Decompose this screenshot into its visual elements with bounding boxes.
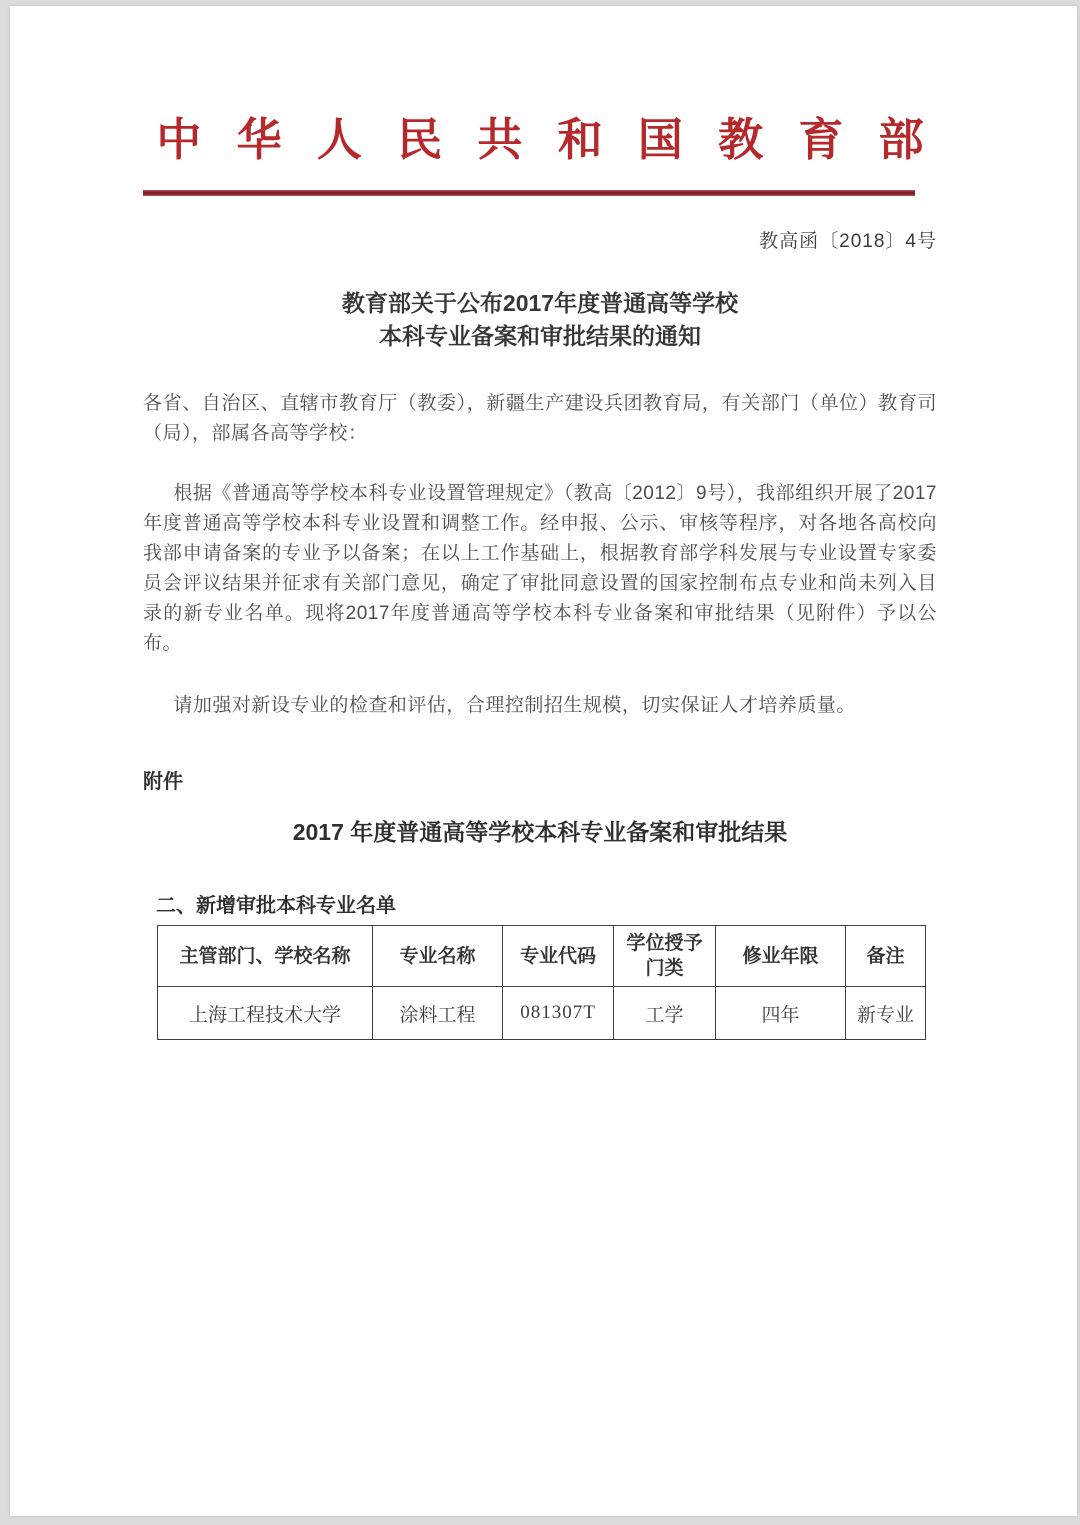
- table-header-row: [158, 926, 926, 987]
- document-page: [10, 6, 1077, 1516]
- section-heading-new-approved-majors: 二、新增审批本科专业名单: [156, 895, 396, 917]
- salutation-paragraph: 各省、自治区、直辖市教育厅（教委），新疆生产建设兵团教育局，有关部门（单位）教育司（局），部属各高等学校：: [143, 393, 937, 444]
- header-cell-authority-school: 主管部门、学校名称: [158, 926, 373, 987]
- cell-school-name: 上海工程技术大学: [158, 987, 373, 1040]
- ministry-letterhead-title: 中 华 人 民 共 和 国 教 育 部: [156, 115, 936, 165]
- approved-majors-table: [157, 925, 926, 1040]
- body-paragraph: 根据《普通高等学校本科专业设置管理规定》（教高〔2012〕9号），我部组织开展了2017年度普通高等学校本科专业设置和调整工作。经申报、公示、审核等程序，对各地各高校向我部申请备案的专业予以备案；在以上工作基础上，根据教育部学科发展与专业设置专家委员会评议结果并征求有关部门意见，确定了审批同意设置的国家控制布点专业和尚未列入目录的新专业名单。现将2017年度普通高等学校本科专业备案和审批结果（见附件）予以公布。: [143, 483, 937, 654]
- document-reference-number: 教高函〔2018〕4号: [759, 231, 937, 252]
- table-row: [158, 987, 926, 1040]
- cell-degree-category: 工学: [614, 987, 716, 1040]
- notice-title: [143, 287, 937, 353]
- document-content: [10, 103, 1077, 1040]
- header-cell-study-duration: 修业年限: [716, 926, 846, 987]
- cell-study-duration: 四年: [716, 987, 846, 1040]
- notice-title-line1: 教育部关于公布2017年度普通高等学校: [341, 290, 739, 316]
- letterhead-divider-rule: [143, 190, 915, 196]
- closing-paragraph: 请加强对新设专业的检查和评估，合理控制招生规模，切实保证人才培养质量。: [173, 695, 856, 716]
- header-cell-major-code: 专业代码: [503, 926, 614, 987]
- attachment-title: 2017 年度普通高等学校本科专业备案和审批结果: [292, 819, 788, 845]
- header-cell-major-name: 专业名称: [373, 926, 503, 987]
- header-cell-remarks: 备注: [846, 926, 926, 987]
- cell-major-name: 涂料工程: [373, 987, 503, 1040]
- cell-remarks: 新专业: [846, 987, 926, 1040]
- notice-title-line2: 本科专业备案和审批结果的通知: [379, 323, 701, 349]
- cell-major-code: 081307T: [503, 987, 614, 1040]
- attachment-label: 附件: [143, 771, 183, 793]
- header-cell-degree-category: 学位授予门类: [614, 926, 716, 987]
